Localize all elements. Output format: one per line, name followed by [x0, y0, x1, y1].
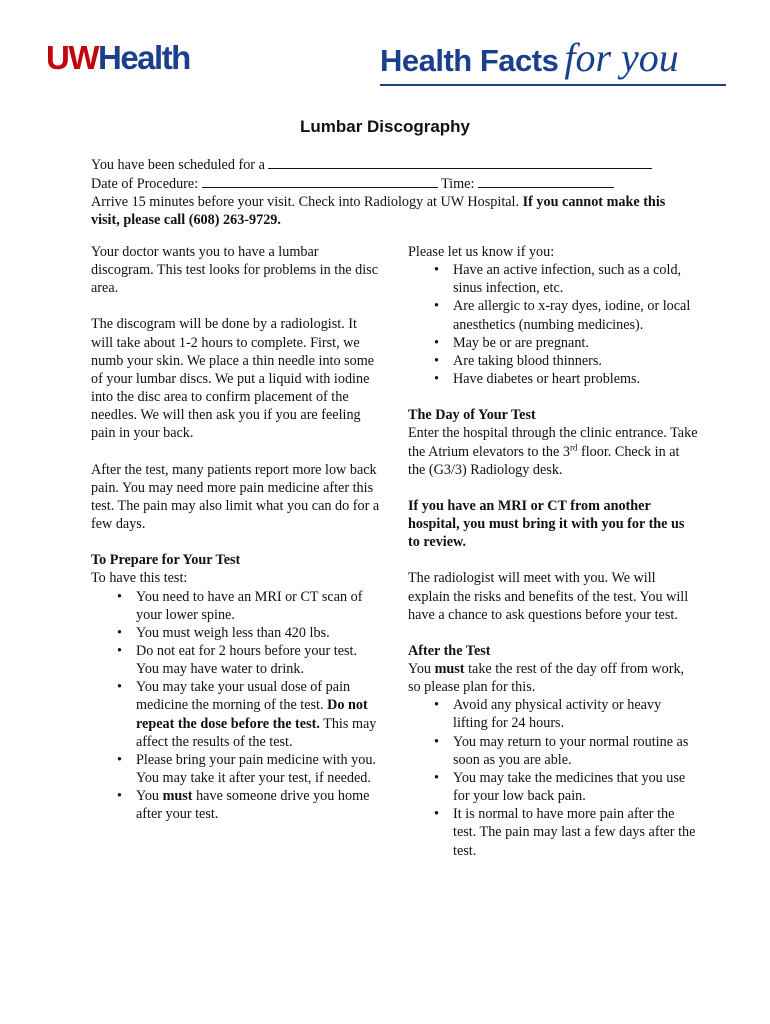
list-item-text: have someone drive you home after your test. — [136, 788, 370, 823]
arrive-paragraph — [91, 193, 691, 229]
radiologist-paragraph: The radiologist will meet with you. We will explain the risks and benefits of the test. You will have a chance to ask questions before your test. — [408, 570, 689, 623]
list-item-text: You — [136, 788, 160, 805]
after-emphasis: must — [434, 660, 465, 677]
prepare-list — [91, 588, 381, 824]
intro-block — [91, 155, 691, 229]
day-text-start: Enter the hospital through the clinic entrance. Take the Atrium elevators to the 3 — [408, 425, 698, 460]
tagline-health-facts: Health Facts — [380, 43, 559, 78]
list-item: • Avoid any physical activity or heavy lifting for 24 hours. — [408, 696, 698, 732]
list-item-text: You may take your usual dose of pain medicine the morning of the test. — [136, 679, 351, 714]
list-item: • Have diabetes or heart problems. — [408, 370, 698, 388]
call-text: If you cannot make this visit, please call (608) 263-9729. — [91, 194, 666, 228]
after-test-list — [408, 696, 698, 859]
after-test-heading: After the Test — [408, 642, 491, 659]
uw-health-logo — [46, 38, 190, 78]
scheduled-line — [91, 155, 691, 174]
let-us-know: Please let us know if you: — [408, 244, 555, 260]
mri-notice: If you have an MRI or CT from another hospital, you must bring it with you for the us to review. — [408, 497, 685, 551]
prepare-intro: To have this test: — [91, 570, 188, 587]
list-item: • May be or are pregnant. — [408, 334, 698, 352]
list-item — [91, 787, 381, 823]
list-item: • You must weigh less than 420 lbs. — [91, 624, 381, 642]
list-item: • You may take the medicines that you use for your low back pain. — [408, 769, 698, 805]
list-item: • It is normal to have more pain after the test. The pain may last a few days after the test. — [408, 805, 698, 859]
list-item — [91, 678, 381, 751]
list-item: • Are allergic to x-ray dyes, iodine, or local anesthetics (numbing medicines). — [408, 297, 698, 333]
after-test-intro — [408, 660, 698, 696]
after-test-paragraph: After the test, many patients report more low back pain. You may need more pain medicine after this test. The pain may also limit what you can do for a few days. — [91, 461, 380, 533]
scheduled-label: You have been scheduled for a — [91, 157, 265, 173]
ordinal-superscript: rd — [569, 441, 578, 452]
prepare-heading: To Prepare for Your Test — [91, 552, 241, 569]
list-item: • Have an active infection, such as a cold, sinus infection, etc. — [408, 261, 698, 297]
conditions-list — [408, 261, 698, 388]
intro-paragraph: Your doctor wants you to have a lumbar discogram. This test looks for problems in the disc area. — [91, 244, 378, 297]
list-item-emphasis: Do not repeat the dose before the test. — [136, 697, 368, 732]
tagline-for-you: for you — [564, 35, 679, 80]
arrive-text: Arrive 15 minutes before your visit. Check into Radiology at UW Hospital. — [91, 194, 520, 210]
time-label: Time: — [441, 176, 475, 192]
list-item: • Please bring your pain medicine with you. You may take it after your test, if needed. — [91, 751, 381, 787]
page-title: Lumbar Discography — [299, 117, 471, 136]
date-label: Date of Procedure: — [91, 176, 199, 192]
list-item: • You need to have an MRI or CT scan of your lower spine. — [91, 588, 381, 624]
after-text-start: You — [408, 660, 432, 677]
time-field[interactable] — [478, 174, 614, 188]
date-field[interactable] — [202, 174, 438, 188]
scheduled-field[interactable] — [268, 155, 652, 169]
procedure-paragraph: The discogram will be done by a radiologist. It will take about 1-2 hours to complete. First, we numb your skin. We place a thin needle into some of your lumbar discs. We put a liquid with iodine into the disc area to confirm placement of the needles. We will then ask you if you are feeling pain in your back. — [91, 316, 375, 442]
day-text-end: floor. Check in at the (G3/3) Radiology desk. — [408, 443, 680, 478]
date-time-line — [91, 174, 691, 193]
list-item-text: This may affect the results of the test. — [136, 715, 377, 750]
day-of-test-heading: The Day of Your Test — [408, 407, 536, 424]
logo-health: Health — [97, 39, 190, 76]
list-item: • Do not eat for 2 hours before your test. You may have water to drink. — [91, 642, 381, 678]
day-of-test-text — [408, 424, 698, 478]
list-item: • Are taking blood thinners. — [408, 352, 698, 370]
right-column — [408, 243, 698, 860]
list-item: • You may return to your normal routine as soon as you are able. — [408, 733, 698, 769]
list-item-emphasis: must — [162, 788, 193, 805]
header-rule — [380, 84, 726, 86]
health-facts-tagline — [380, 36, 679, 89]
left-column — [91, 243, 381, 824]
logo-uw: UW — [46, 39, 98, 76]
after-text-end: take the rest of the day off from work, so please plan for this. — [408, 660, 685, 696]
